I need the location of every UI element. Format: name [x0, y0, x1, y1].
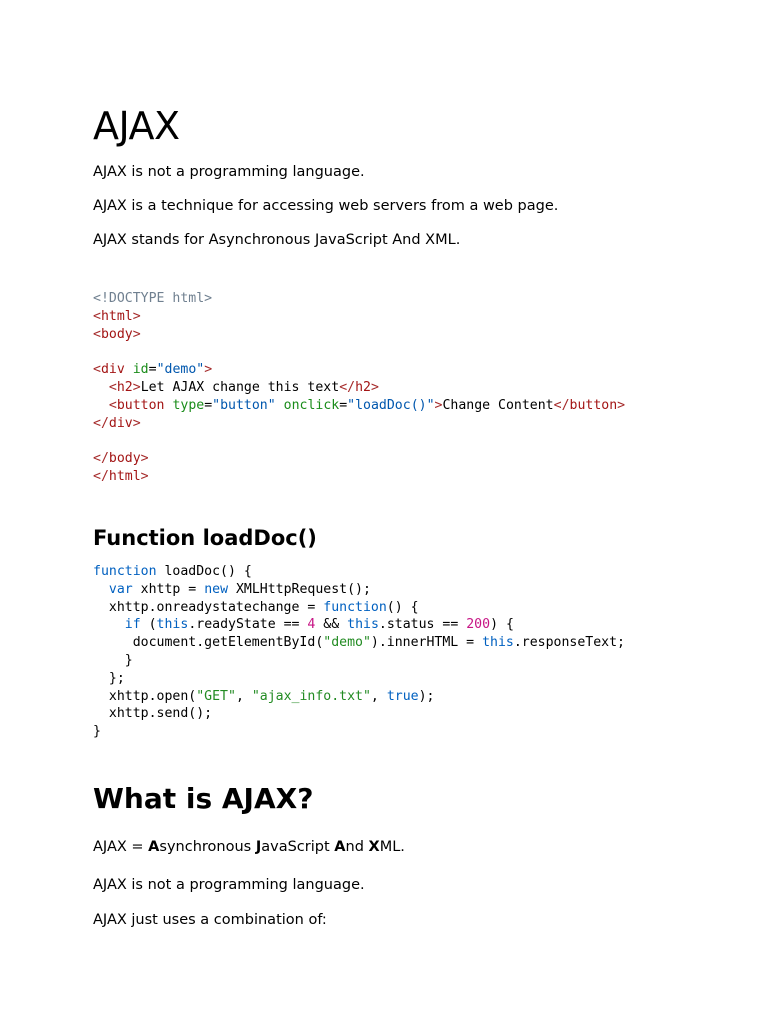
intro-paragraph: AJAX stands for Asynchronous JavaScript And XML. — [93, 232, 461, 248]
html-code-block: <!DOCTYPE html> <html> <body> <div id="demo"> <h2>Let AJAX change this text</h2> <button type="button" onclick="loadDoc()">Change Content</button> </div> </body> </html> — [93, 291, 626, 484]
what-is-ajax-heading: What is AJAX? — [93, 782, 314, 815]
page-title: AJAX — [93, 104, 180, 148]
intro-paragraph: AJAX is a technique for accessing web servers from a web page. — [93, 198, 559, 214]
body-paragraph: AJAX is not a programming language. — [93, 877, 365, 893]
intro-paragraph: AJAX is not a programming language. — [93, 164, 365, 180]
js-code-block: function loadDoc() { var xhttp = new XMLHttpRequest(); xhttp.onreadystatechange = function() { if (this.readyState == 4 && this.status == 200) { document.getElementById("demo").innerHTML = this.responseText; } }; xhttp.open("GET", "ajax_info.txt", true); xhttp.send(); } — [93, 564, 625, 740]
body-paragraph: AJAX just uses a combination of: — [93, 912, 327, 928]
section-heading: Function loadDoc() — [93, 526, 317, 550]
ajax-definition: AJAX = Asynchronous JavaScript And XML. — [93, 839, 405, 855]
